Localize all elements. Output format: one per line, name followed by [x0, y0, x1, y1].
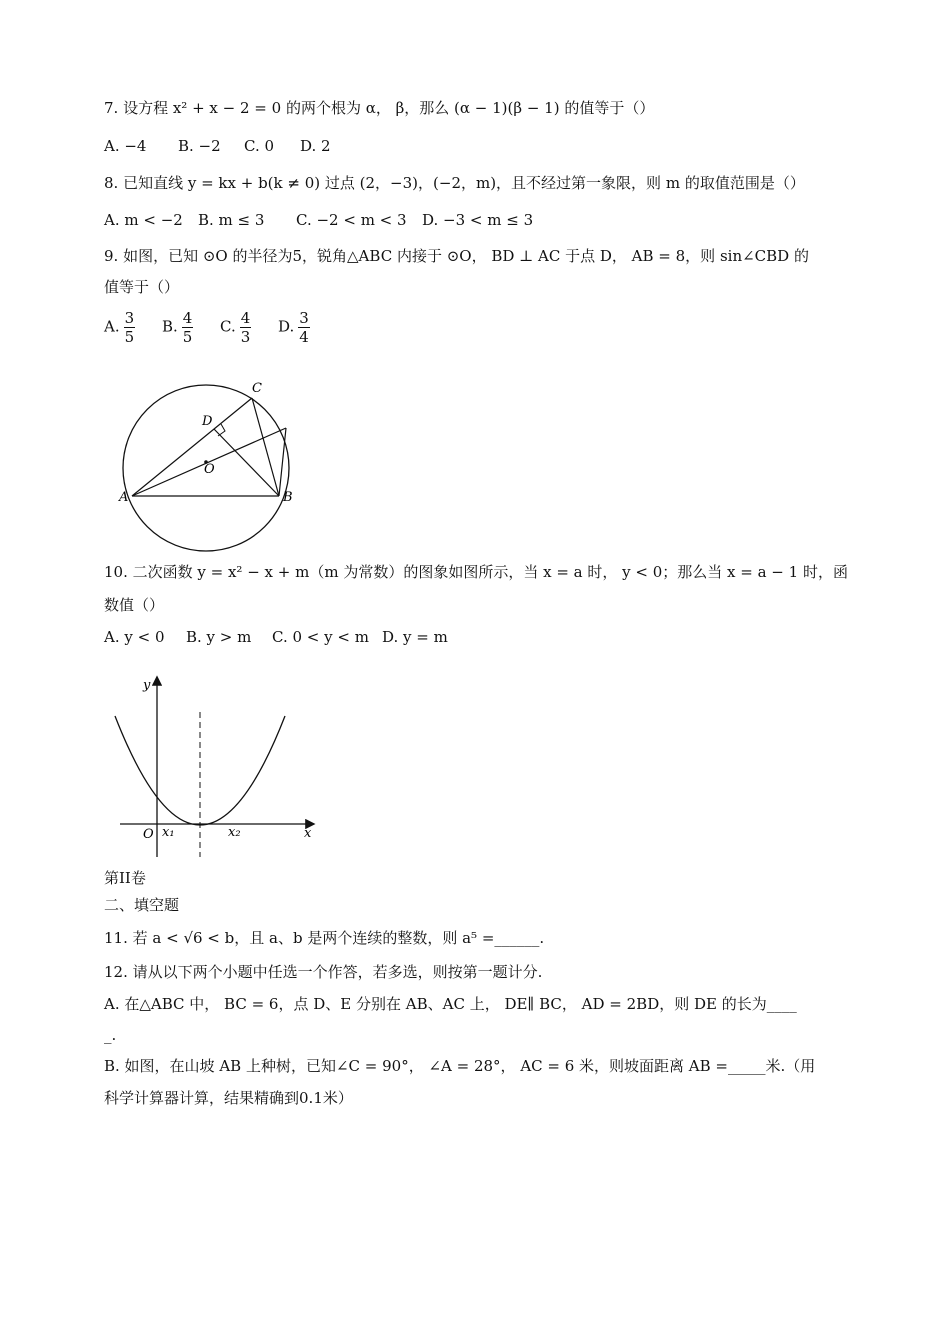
q8-options	[104, 209, 533, 231]
label-x2: x₂	[228, 825, 241, 840]
q10-option-a: A. y < 0	[104, 628, 165, 646]
label-origin: O	[143, 827, 154, 842]
label-o: O	[204, 462, 215, 477]
q12b-line1: B. 如图，在山坡 AB 上种树，已知∠C = 90°， ∠A = 28°， AC = 6 米，则坡面距离 AB =_____米.（用	[104, 1057, 816, 1075]
label-c: C	[252, 381, 262, 396]
segment-ac	[132, 398, 252, 496]
q8-option-d: D. −3 < m ≤ 3	[422, 211, 534, 229]
volume-heading: 第II卷	[104, 869, 146, 887]
q10-options	[104, 626, 448, 648]
q12a-line1: A. 在△ABC 中， BC = 6，点 D、E 分别在 AB、AC 上， DE∥ BC， AD = 2BD，则 DE 的长为____	[104, 995, 797, 1013]
q9-option-a: A. $\frac{3}{5}$	[104, 309, 135, 346]
q11-stem: 11. 若 a < √6 < b，且 a、b 是两个连续的整数，则 a⁵ =______.	[104, 929, 545, 947]
q8-stem: 8. 已知直线 y = kx + b(k ≠ 0) 过点 (2，−3)，(−2，m)，且不经过第一象限，则 m 的取值范围是（）	[104, 174, 805, 192]
q7-option-d: D. 2	[300, 137, 331, 155]
q9-option-d: D. $\frac{3}{4}$	[278, 309, 309, 346]
q12-stem: 12. 请从以下两个小题中任选一个作答，若多选，则按第一题计分.	[104, 963, 543, 981]
q8-option-c: C. −2 < m < 3	[296, 211, 407, 229]
q9-stem-line1: 9. 如图，已知 ⊙O 的半径为5，锐角△ABC 内接于 ⊙O， BD ⊥ AC 于点 D， AB = 8，则 sin∠CBD 的	[104, 247, 809, 265]
q12a-line2: _.	[104, 1026, 117, 1044]
q10-stem-line1: 10. 二次函数 y = x² − x + m（m 为常数）的图象如图所示，当 x = a 时， y < 0；那么当 x = a − 1 时，函	[104, 563, 848, 581]
q10-option-d: D. y = m	[382, 628, 448, 646]
q10-option-b: B. y > m	[186, 628, 252, 646]
q7-options	[104, 135, 331, 157]
label-x1: x₁	[162, 825, 175, 840]
label-b: B	[283, 490, 293, 505]
label-d: D	[202, 414, 213, 429]
q8-option-a: A. m < −2	[104, 211, 183, 229]
q9-circle-figure	[110, 372, 310, 552]
q9-option-c: C. $\frac{4}{3}$	[220, 309, 251, 346]
q10-option-c: C. 0 < y < m	[272, 628, 369, 646]
q7-option-b: B. −2	[178, 137, 221, 155]
section-heading: 二、填空题	[104, 896, 180, 914]
segment-b-chord	[279, 428, 286, 496]
q12b-line2: 科学计算器计算，结果精确到0.1米）	[104, 1089, 353, 1107]
q9-option-b: B. $\frac{4}{5}$	[162, 309, 193, 346]
q10-stem-line2: 数值（）	[104, 596, 165, 614]
q10-parabola-figure	[105, 672, 325, 862]
label-y: y	[143, 678, 151, 693]
q8-option-b: B. m ≤ 3	[198, 211, 265, 229]
label-a: A	[119, 490, 129, 505]
q9-options	[104, 309, 310, 346]
q7-option-c: C. 0	[244, 137, 275, 155]
label-x: x	[304, 826, 312, 841]
q7-option-a: A. −4	[104, 137, 147, 155]
q7-stem: 7. 设方程 x² + x − 2 = 0 的两个根为 α， β，那么 (α − 1)(β − 1) 的值等于（）	[104, 99, 655, 117]
q9-stem-line2: 值等于（）	[104, 278, 180, 296]
